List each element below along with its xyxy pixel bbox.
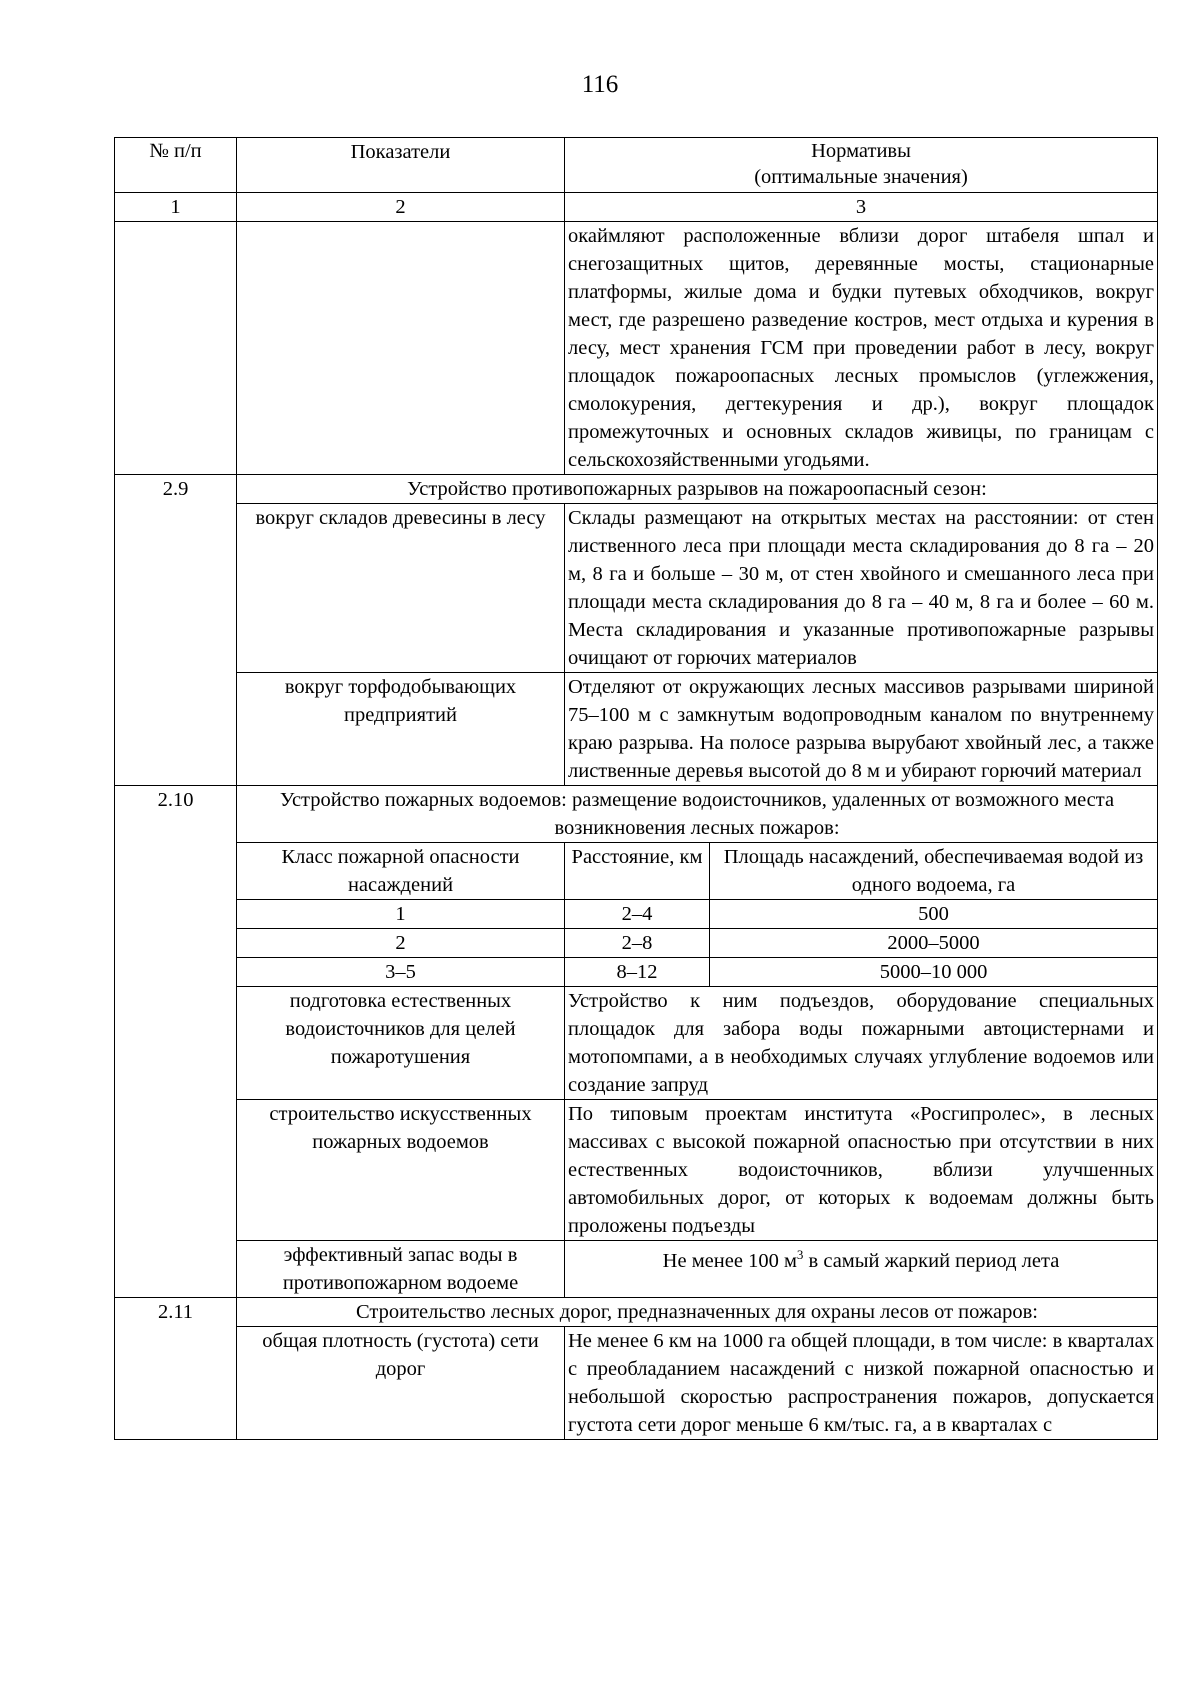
section-number: 2.10 bbox=[115, 786, 237, 843]
page-number: 116 bbox=[581, 71, 619, 98]
sub-cell-class: 1 bbox=[237, 900, 565, 929]
indicator-label: вокруг складов древесины в лесу bbox=[237, 504, 565, 673]
sub-cell-distance: 2–8 bbox=[565, 929, 710, 958]
empty-cell bbox=[115, 900, 237, 929]
section-title: Строительство лесных дорог, предназначенных для охраны лесов от пожаров: bbox=[237, 1298, 1158, 1327]
section-2-10-title-row bbox=[115, 786, 1158, 843]
indicator-label: подготовка естественных водоисточников для целей пожаротушения bbox=[237, 987, 565, 1100]
indicator-label: строительство искусственных пожарных водоемов bbox=[237, 1100, 565, 1241]
header-indicators-cell: Показатели bbox=[237, 138, 565, 193]
indicator-label: эффективный запас воды в противопожарном водоеме bbox=[237, 1241, 565, 1298]
norm-text bbox=[565, 1241, 1158, 1298]
sub-cell-distance: 2–4 bbox=[565, 900, 710, 929]
table-row bbox=[115, 958, 1158, 987]
table-row bbox=[115, 929, 1158, 958]
empty-cell bbox=[115, 1100, 237, 1241]
norm-text: Не менее 6 км на 1000 га общей площади, в том числе: в кварталах с преобладанием насаждений с низкой пожарной опасностью и небольшой скоростью распространения пожаров, допускается густота сети дорог меньше 6 км/тыс. га, а в кварталах с bbox=[565, 1327, 1158, 1440]
table-row bbox=[115, 222, 1158, 475]
sub-header-area: Площадь насаждений, обеспечиваемая водой из одного водоема, га bbox=[710, 843, 1158, 900]
empty-cell bbox=[115, 958, 237, 987]
empty-cell bbox=[115, 673, 237, 786]
norm-text-part: в самый жаркий период лета bbox=[803, 1249, 1060, 1272]
table-row bbox=[115, 900, 1158, 929]
empty-cell bbox=[115, 987, 237, 1100]
indicator-label: общая плотность (густота) сети дорог bbox=[237, 1327, 565, 1440]
empty-cell bbox=[115, 843, 237, 900]
sub-cell-area: 500 bbox=[710, 900, 1158, 929]
table-row bbox=[115, 987, 1158, 1100]
header-norms-sublabel: (оптимальные значения) bbox=[754, 166, 968, 188]
section-number: 2.11 bbox=[115, 1298, 237, 1327]
column-numbers-row bbox=[115, 193, 1158, 222]
section-title: Устройство противопожарных разрывов на пожароопасный сезон: bbox=[237, 475, 1158, 504]
superscript: 3 bbox=[796, 1247, 804, 1262]
sub-table-header-row bbox=[115, 843, 1158, 900]
continuation-text: окаймляют расположенные вблизи дорог штабеля шпал и снегозащитных щитов, деревянные мосты, стационарные платформы, жилые дома и будки путевых обходчиков, вокруг мест, где разрешено разведение костров, мест отдыха и курения в лесу, мест хранения ГСМ при проведении работ в лесу, вокруг площадок пожароопасных лесных промыслов (углежжения, смолокурения, дегтекурения и др.), вокруг площадок промежуточных и основных складов живицы, по границам с сельскохозяйственными угодьями. bbox=[565, 222, 1158, 475]
table-row bbox=[115, 673, 1158, 786]
sub-cell-class: 3–5 bbox=[237, 958, 565, 987]
section-title: Устройство пожарных водоемов: размещение водоисточников, удаленных от возможного места возникновения лесных пожаров: bbox=[237, 786, 1158, 843]
section-number: 2.9 bbox=[115, 475, 237, 504]
empty-cell bbox=[115, 504, 237, 673]
sub-cell-class: 2 bbox=[237, 929, 565, 958]
norm-text: Отделяют от окружающих лесных массивов разрывами шириной 75–100 м с замкнутым водопроводным каналом по внутреннему краю разрыва. На полосе разрыва вырубают хвойный лес, а также лиственные деревья высотой до 8 м и убирают горючий материал bbox=[565, 673, 1158, 786]
header-norms-cell bbox=[565, 138, 1158, 193]
norms-table bbox=[114, 137, 1158, 1440]
table-row bbox=[115, 1100, 1158, 1241]
norm-text: Склады размещают на открытых местах на расстоянии: от стен лиственного леса при площади места складирования до 8 га – 20 м, 8 га и больше – 30 м, от стен хвойного и смешанного леса при площади места складирования до 8 га – 40 м, 8 га и более – 60 м. Места складирования и указанные противопожарные разрывы очищают от горючих материалов bbox=[565, 504, 1158, 673]
table-row bbox=[115, 1327, 1158, 1440]
section-2-11-title-row bbox=[115, 1298, 1158, 1327]
sub-cell-area: 2000–5000 bbox=[710, 929, 1158, 958]
header-number-cell bbox=[115, 138, 237, 193]
sub-header-distance: Расстояние, км bbox=[565, 843, 710, 900]
empty-cell bbox=[115, 222, 237, 475]
empty-cell bbox=[115, 1241, 237, 1298]
column-number-1: 1 bbox=[115, 193, 237, 222]
sub-cell-distance: 8–12 bbox=[565, 958, 710, 987]
indicator-label: вокруг торфодобывающих предприятий bbox=[237, 673, 565, 786]
section-2-9-title-row bbox=[115, 475, 1158, 504]
table-header-row bbox=[115, 138, 1158, 193]
column-number-2: 2 bbox=[237, 193, 565, 222]
header-number-label: № п/п bbox=[149, 140, 202, 162]
header-norms-label: Нормативы bbox=[811, 140, 911, 162]
norm-text-part: Не менее 100 м bbox=[662, 1249, 797, 1272]
empty-cell bbox=[115, 1327, 237, 1440]
table-row bbox=[115, 1241, 1158, 1298]
sub-cell-area: 5000–10 000 bbox=[710, 958, 1158, 987]
table-row bbox=[115, 504, 1158, 673]
column-number-3: 3 bbox=[565, 193, 1158, 222]
empty-cell bbox=[237, 222, 565, 475]
empty-cell bbox=[115, 929, 237, 958]
norm-text: По типовым проектам института «Росгипролес», в лесных массивах с высокой пожарной опасностью при отсутствии в них естественных водоисточников, вблизи улучшенных автомобильных дорог, от которых к водоемам должны быть проложены подъезды bbox=[565, 1100, 1158, 1241]
sub-header-class: Класс пожарной опасности насаждений bbox=[237, 843, 565, 900]
norm-text: Устройство к ним подъездов, оборудование специальных площадок для забора воды пожарными автоцистернами и мотопомпами, а в необходимых случаях углубление водоемов или создание запруд bbox=[565, 987, 1158, 1100]
